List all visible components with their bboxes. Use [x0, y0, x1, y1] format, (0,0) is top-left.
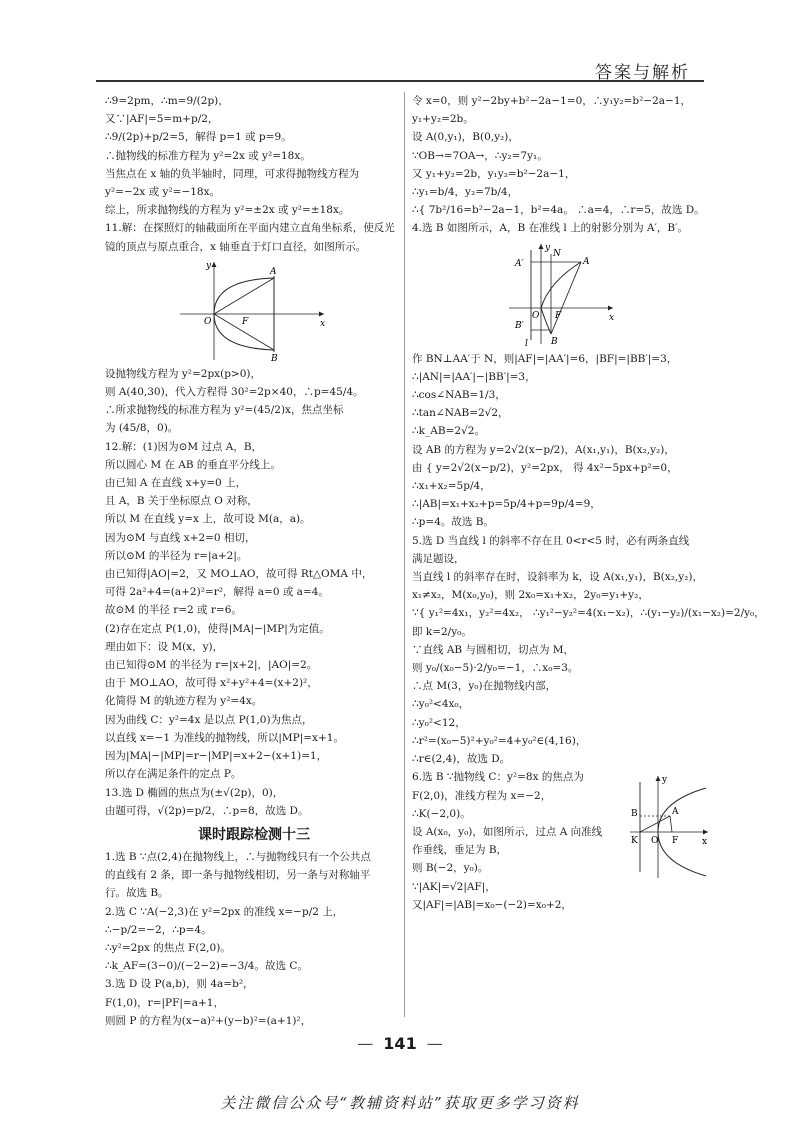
fig2-label-a-prime: A′ [515, 258, 524, 269]
text-line: 所以存在满足条件的定点 P。 [105, 768, 242, 781]
text-line: 且 A，B 关于坐标原点 O 对称， [105, 495, 258, 508]
right-column [412, 92, 765, 914]
page-number-dash-right: — [426, 1034, 443, 1053]
text-line: 13.选 D 椭圆的焦点为(±√(2p)，0)， [105, 786, 284, 799]
text-line: 设抛物线方程为 y²=2px(p>0)， [105, 367, 261, 380]
text-line: ∴x₁+x₂=5p/4， [412, 480, 491, 493]
text-line: F(1,0)，r=|PF|=a+1， [105, 996, 224, 1009]
text-line: 3.选 D 设 P(a,b)，则 4a=b²， [105, 978, 254, 991]
fig3-label-f: F [672, 836, 679, 847]
text-line: 所以圆心 M 在 AB 的垂直平分线上。 [105, 458, 281, 471]
text-line: ∴{ 7b²/16=b²−2a−1，b²=4a。 ∴a=4，∴r=5，故选 D。 [412, 204, 705, 217]
text-line: 令 x=0，则 y²−2by+b²−2a−1=0，∴y₁y₂=b²−2a−1， [412, 95, 691, 107]
text-line: 又 y₁+y₂=2b，y₁y₂=b²−2a−1， [412, 167, 576, 180]
left-lines-top [105, 92, 403, 256]
text-line: ∴r²=(x₀−5)²+y₀²=4+y₀²∈(4,16)， [412, 734, 587, 747]
text-line: 镜的顶点与原点重合，x 轴垂直于灯口直径，如图所示。 [105, 240, 367, 253]
left-lines-bottom [105, 848, 403, 1030]
text-line: 的直线有 2 条，即一条与抛物线相切，另一条与对称轴平 [105, 869, 371, 882]
text-line: ∴−p/2=−2，∴p=4。 [105, 923, 212, 936]
text-line: ∴tan∠NAB=2√2， [412, 407, 509, 420]
header-title: 答案与解析 [595, 63, 690, 83]
footer-note: 关注微信公众号“教辅资料站”获取更多学习资料 [220, 1094, 580, 1112]
fig1-label-b: B [271, 353, 278, 364]
fig2-label-b-prime: B′ [515, 320, 524, 331]
text-line: 由于 MO⊥AO，故可得 x²+y²+4=(x+2)²， [105, 677, 318, 690]
text-line: ∴p=4。故选 B。 [412, 516, 494, 529]
text-line: ∵直线 AB 与圆相切，切点为 M， [412, 643, 575, 656]
text-line: 由已知 A 在直线 x+y=0 上， [105, 477, 247, 490]
fig3-label-k: K [631, 836, 638, 847]
question-6-text [412, 768, 628, 914]
text-line: (2)存在定点 P(1,0)，使得|MA|−|MP|为定值。 [105, 622, 330, 635]
text-line: 又|AF|=|AB|=x₀−(−2)=x₀+2， [412, 898, 572, 911]
section-title: 课时跟踪检测十三 [198, 826, 310, 843]
text-line: ∴r∈(2,4)，故选 D。 [412, 753, 511, 766]
text-line: ∴cos∠NAB=1/3， [412, 389, 506, 402]
page-number-block [0, 1034, 800, 1053]
text-line: y²=−2x 或 y²=−18x。 [105, 186, 221, 199]
text-line: 理由如下：设 M(x，y)， [105, 640, 224, 653]
text-line: 则圆 P 的方程为(x−a)²+(y−b)²=(a+1)²， [105, 1014, 312, 1027]
text-line: 作 BN⊥AA′于 N，则|AF|=|AA′|=6，|BF|=|BB′|=3， [412, 352, 678, 365]
text-line: ∴y₁=b/4，y₂=7b/4， [412, 186, 519, 199]
text-line: 由已知得⊙M 的半径为 r=|x+2|，|AO|=2。 [105, 659, 318, 672]
fig1-label-y: y [206, 260, 212, 271]
text-line: 所以⊙M 的半径为 r=|a+2|。 [105, 549, 248, 562]
text-line: 故⊙M 的半径 r=2 或 r=6。 [105, 604, 242, 617]
text-line: 4.选 B 如图所示，A，B 在准线 l 上的射影分别为 A′，B′。 [412, 222, 688, 235]
text-line: ∴9=2pm，∴m=9/(2p)， [105, 95, 229, 107]
text-line: 因为|MA|−|MP|=r−|MP|=x+2−(x+1)=1， [105, 750, 328, 763]
text-line: ∴9/(2p)+p/2=5，解得 p=1 或 p=9。 [105, 131, 292, 144]
text-line: ∴y²=2px 的焦点 F(2,0)。 [105, 941, 231, 954]
column-divider [404, 92, 405, 1017]
text-line: 为 (45/8，0)。 [105, 422, 179, 435]
text-line: ∴y₀²<4x₀， [412, 698, 470, 711]
text-line: ∴K(−2,0)。 [412, 807, 471, 820]
fig1-label-f: F [242, 316, 249, 327]
text-line: 作垂线，垂足为 B， [412, 844, 508, 857]
text-line: ∴|AN|=|AA′|−|BB′|=3， [412, 370, 536, 383]
text-line: ∴抛物线的标准方程为 y²=2x 或 y²=18x。 [105, 149, 311, 162]
fig3-label-b: B [631, 809, 638, 820]
focus-directrix-figure [628, 772, 710, 882]
text-line: 当直线 l 的斜率存在时，设斜率为 k，设 A(x₁,y₁)，B(x₂,y₂)， [412, 571, 703, 584]
fig2-label-l: l [525, 338, 528, 349]
text-line: ∴k_AB=2√2。 [412, 425, 485, 438]
text-line: ∴点 M(3，y₀)在抛物线内部， [412, 680, 557, 693]
text-line: 因为⊙M 与直线 x+2=0 相切， [105, 531, 256, 544]
text-line: 由题可得，√(2p)=p/2，∴p=8，故选 D。 [105, 804, 309, 817]
text-line: 则 A(40,30)，代入方程得 30²=2p×40，∴p=45/4。 [105, 386, 364, 399]
fig2-label-x: x [609, 312, 615, 323]
text-line: 化简得 M 的轨迹方程为 y²=4x。 [105, 695, 263, 708]
text-line: 11.解：在探照灯的轴截面所在平面内建立直角坐标系，使反光 [105, 222, 395, 235]
text-line: 所以 M 在直线 y=x 上，故可设 M(a，a)。 [105, 513, 311, 526]
text-line: F(2,0)，准线方程为 x=−2， [412, 789, 552, 802]
header-rule [96, 80, 704, 82]
text-line: 满足题设， [412, 552, 465, 565]
text-line: 行。故选 B。 [105, 887, 169, 900]
text-line: 可得 2a²+4=(a+2)²=r²，解得 a=0 或 a=4。 [105, 586, 329, 599]
text-line: 则 B(−2，y₀)。 [412, 862, 489, 875]
text-line: ∵|AK|=√2|AF|， [412, 880, 496, 893]
fig2-label-b: B [551, 336, 558, 347]
page-number: 141 [383, 1034, 417, 1053]
text-line: 综上，所求抛物线的方程为 y²=±2x 或 y²=±18x。 [105, 204, 350, 217]
left-column [105, 92, 403, 1030]
fig3-label-o: O [651, 836, 659, 847]
right-lines-top [412, 92, 710, 238]
fig1-label-x: x [320, 318, 326, 329]
text-line: ∴y₀²<12， [412, 716, 466, 729]
text-line: 1.选 B ∵点(2,4)在抛物线上，∴与抛物线只有一个公共点 [105, 850, 371, 863]
fig2-label-f: F [555, 310, 562, 321]
text-line: 由 { y=2√2(x−p/2)，y²=2px， 得 4x²−5px+p²=0， [412, 461, 678, 474]
fig2-label-n: N [553, 248, 561, 259]
text-line: 6.选 B ∵抛物线 C：y²=8x 的焦点为 [412, 771, 584, 784]
text-line: 当焦点在 x 轴的负半轴时，同理，可求得抛物线方程为 [105, 167, 360, 180]
text-line: 设 AB 的方程为 y=2√2(x−p/2)，A(x₁,y₁)，B(x₂,y₂)， [412, 443, 675, 456]
fig2-label-a: A [583, 256, 590, 267]
fig1-label-o: O [204, 316, 212, 327]
text-line: ∵OB→=7OA→，∴y₂=7y₁。 [412, 149, 548, 162]
fig1-label-a: A [270, 266, 277, 277]
fig2-label-y: y [545, 242, 551, 253]
text-line: 因为曲线 C：y²=4x 是以点 P(1,0)为焦点， [105, 713, 313, 726]
page-number-dash-left: — [357, 1034, 374, 1053]
text-line: 以直线 x=−1 为准线的抛物线，所以|MP|=x+1。 [105, 731, 344, 744]
text-line: 设 A(0,y₁)，B(0,y₂)， [412, 131, 519, 144]
fig3-label-x: x [702, 837, 708, 848]
right-lines-mid [412, 350, 765, 769]
text-line: ∴k_AF=(3−0)/(−2−2)=−3/4。故选 C。 [105, 960, 308, 973]
text-line: ∴|AB|=x₁+x₂+p=5p/4+p=9p/4=9， [412, 498, 601, 511]
text-line: 设 A(x₀，y₀)，如图所示，过点 A 向准线 [412, 825, 603, 838]
text-line: ∵{ y₁²=4x₁，y₂²=4x₂， ∴y₁²−y₂²=4(x₁−x₂)，∴(y₁−y₂)/(x₁−x₂)=2/y₀， [412, 607, 765, 620]
left-lines-mid [105, 365, 403, 820]
text-line: 则 y₀/(x₀−5)·2/y₀=−1，∴x₀=3。 [412, 662, 579, 675]
searchlight-parabola-figure [174, 258, 334, 363]
text-line: y₁+y₂=2b。 [412, 113, 474, 126]
text-line: 5.选 D 当直线 l 的斜率不存在且 0<r<5 时，必有两条直线 [412, 534, 690, 547]
fig3-label-y: y [662, 775, 668, 786]
projection-parabola-figure [501, 240, 621, 348]
fig2-label-o: O [532, 310, 540, 321]
text-line: 由已知得|AO|=2，又 MO⊥AO，故可得 Rt△OMA 中， [105, 568, 373, 581]
text-line: ∴所求抛物线的标准方程为 y²=(45/2)x，焦点坐标 [105, 404, 344, 417]
text-line: x₁≠x₂，M(x₀,y₀)，则 2x₀=x₁+x₂，2y₀=y₁+y₂， [412, 589, 649, 602]
text-line: 12.解：(1)因为⊙M 过点 A，B， [105, 440, 263, 453]
text-line: 2.选 C ∵A(−2,3)在 y²=2px 的准线 x=−p/2 上， [105, 905, 344, 918]
question-6-block [412, 768, 710, 914]
text-line: 又∵|AF|=5=m+p/2， [105, 113, 219, 126]
fig3-label-a: A [672, 807, 679, 818]
text-line: 即 k=2/y₀。 [412, 625, 472, 638]
